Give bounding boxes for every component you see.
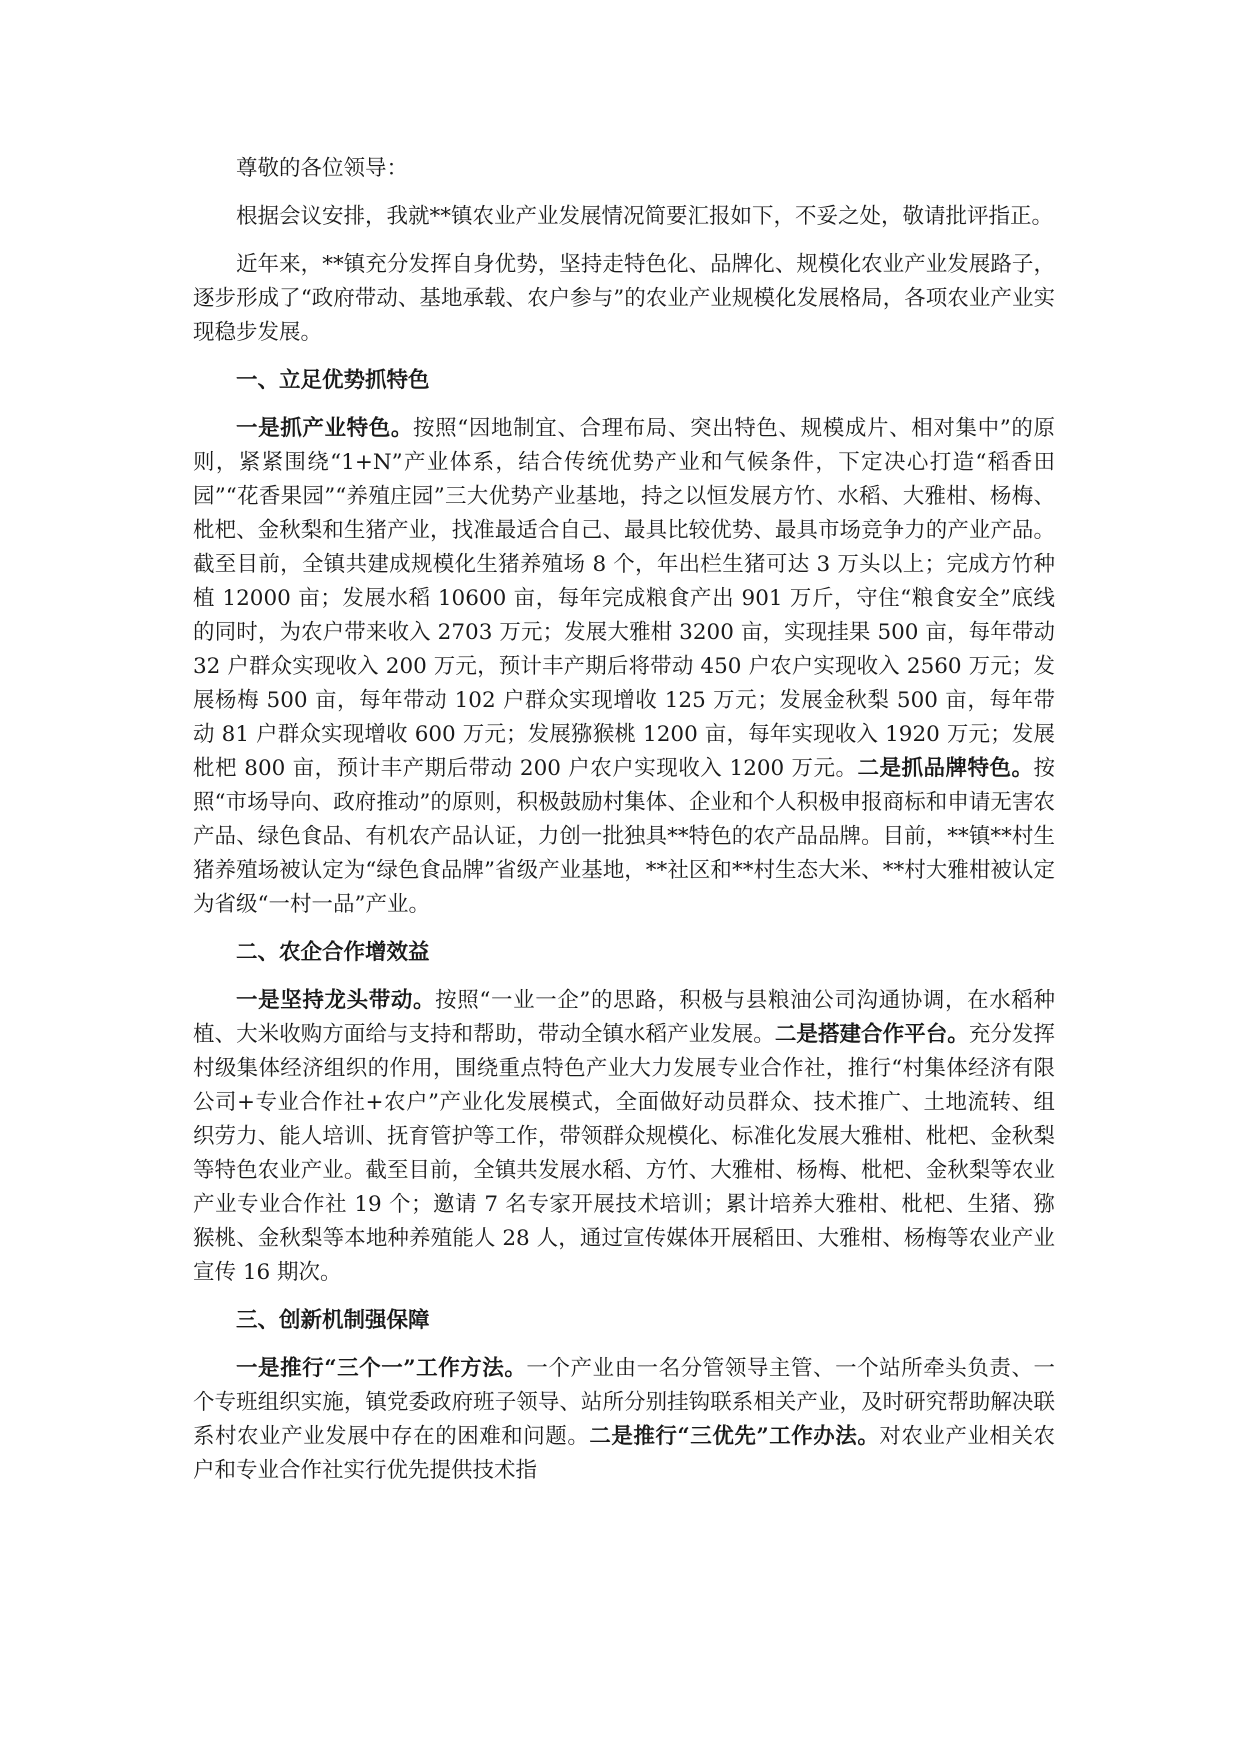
section-2-text-1: 按照“一业一企”的思路，积极与县粮油公司沟通协调，在水稻种植、大米收购方面给与支持和帮助，带动全镇水稻产业发展。 bbox=[193, 988, 1055, 1047]
section-1-paragraph bbox=[193, 412, 1055, 922]
section-2-lead-2: 二是搭建合作平台。 bbox=[774, 1022, 969, 1047]
salutation: 尊敬的各位领导： bbox=[236, 156, 409, 181]
section-1-lead-1: 一是抓产业特色。 bbox=[236, 416, 413, 441]
section-2-paragraph bbox=[193, 984, 1055, 1290]
intro-paragraph-2: 近年来，**镇充分发挥自身优势，坚持走特色化、品牌化、规模化农业产业发展路子，逐步形成了“政府带动、基地承载、农户参与”的农业产业规模化发展格局，各项农业产业实现稳步发展。 bbox=[193, 252, 1055, 345]
section-1-text-1: 按照“因地制宜、合理布局、突出特色、规模成片、相对集中”的原则，紧紧围绕“1+N”产业体系，结合传统优势产业和气候条件，下定决心打造“稻香田园”“花香果园”“养殖庄园”三大优势产业基地，持之以恒发展方竹、水稻、大雅柑、杨梅、枇杷、金秋梨和生猪产业，找准最适合自己、最具比较优势、最具市场竞争力的产业产品。截至目前，全镇共建成规模化生猪养殖场 8 个，年出栏生猪可达 3 万头以上；完成方竹种植 12000 亩；发展水稻 10600 亩，每年完成粮食产出 901 万斤，守住“粮食安全”底线的同时，为农户带来收入 2703 万元；发展大雅柑 3200 亩，实现挂果 500 亩，每年带动 32 户群众实现收入 200 万元，预计丰产期后将带动 450 户农户实现收入 2560 万元；发展杨梅 500 亩，每年带动 102 户群众实现增收 125 万元；发展金秋梨 500 亩，每年带动 81 户群众实现增收 600 万元；发展猕猴桃 1200 亩，每年实现收入 1920 万元；发展枇杷 800 亩，预计丰产期后带动 200 户农户实现收入 1200 万元。 bbox=[193, 416, 1055, 781]
section-3-text-2: 对农业产业相关农户和专业合作社实行优先提供技术指 bbox=[193, 1424, 1055, 1483]
document-page bbox=[193, 152, 1055, 1502]
section-1-lead-2: 二是抓品牌特色。 bbox=[857, 756, 1034, 781]
section-2-lead-1: 一是坚持龙头带动。 bbox=[236, 988, 436, 1013]
section-3-lead-2: 二是推行“三优先”工作办法。 bbox=[589, 1424, 880, 1449]
section-3-text-1: 一个产业由一名分管领导主管、一个站所牵头负责、一个专班组织实施，镇党委政府班子领导、站所分别挂钩联系相关产业，及时研究帮助解决联系村农业产业发展中存在的困难和问题。 bbox=[193, 1356, 1055, 1449]
section-3-lead-1: 一是推行“三个一”工作方法。 bbox=[236, 1356, 527, 1381]
section-2-text-2: 充分发挥村级集体经济组织的作用，围绕重点特色产业大力发展专业合作社，推行“村集体经济有限公司+专业合作社+农户”产业化发展模式，全面做好动员群众、技术推广、土地流转、组织劳力、能人培训、抚育管护等工作，带领群众规模化、标准化发展大雅柑、枇杷、金秋梨等特色农业产业。截至目前，全镇共发展水稻、方竹、大雅柑、杨梅、枇杷、金秋梨等农业产业专业合作社 19 个；邀请 7 名专家开展技术培训；累计培养大雅柑、枇杷、生猪、猕猴桃、金秋梨等本地种养殖能人 28 人，通过宣传媒体开展稻田、大雅柑、杨梅等农业产业宣传 16 期次。 bbox=[193, 1022, 1055, 1285]
section-1-heading: 一、立足优势抓特色 bbox=[236, 368, 430, 393]
section-1-text-2: 按照“市场导向、政府推动”的原则，积极鼓励村集体、企业和个人积极申报商标和申请无害农产品、绿色食品、有机农产品认证，力创一批独具**特色的农产品品牌。目前，**镇**村生猪养殖场被认定为“绿色食品牌”省级产业基地，**社区和**村生态大米、**村大雅柑被认定为省级“一村一品”产业。 bbox=[193, 756, 1055, 917]
section-3-paragraph bbox=[193, 1352, 1055, 1488]
intro-paragraph-1: 根据会议安排，我就**镇农业产业发展情况简要汇报如下，不妥之处，敬请批评指正。 bbox=[236, 204, 1054, 229]
section-2-heading: 二、农企合作增效益 bbox=[236, 940, 430, 965]
section-3-heading: 三、创新机制强保障 bbox=[236, 1308, 430, 1333]
